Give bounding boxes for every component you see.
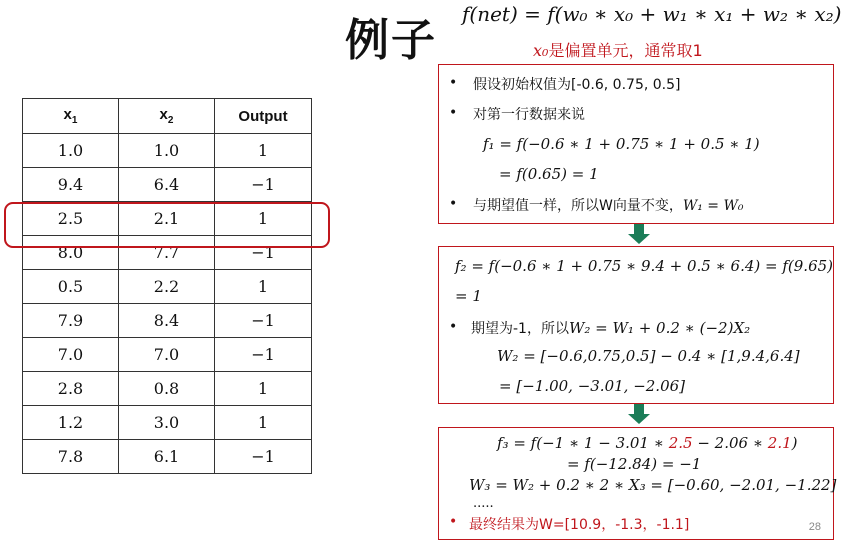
w2-update-rule: W₂ = W₁ + 0.2 ∗ (−2)X₂ [568,319,751,337]
f2-equation: f₂ = f(−0.6 ∗ 1 + 0.75 ∗ 9.4 + 0.5 ∗ 6.4) = f(9.65) [455,257,834,275]
final-result-text: 最终结果为W=[10.9，-1.3，-1.1] [469,517,690,533]
cell-x2: 6.4 [119,168,215,202]
bullet-dot: • [449,514,458,530]
f3-part-a: f₃ = f(−1 ∗ 1 − 3.01 ∗ [497,434,669,452]
cell-x1: 9.4 [23,168,119,202]
table-row [23,440,312,474]
cell-x1: 2.8 [23,372,119,406]
bullet-dot: • [449,75,458,91]
cell-output: 1 [215,372,312,406]
table-row [23,134,312,168]
cell-output: −1 [215,338,312,372]
header-x2: $x_2$ [119,99,215,134]
cell-x2: 7.7 [119,236,215,270]
header-output: Output [215,99,312,134]
cell-x2: 7.0 [119,338,215,372]
cell-output: −1 [215,304,312,338]
f3-part-c: ) [791,434,798,452]
cell-x1: 7.8 [23,440,119,474]
cell-x2: 3.0 [119,406,215,440]
unchanged-weights-text [473,195,743,215]
table-row [23,304,312,338]
cell-x2: 2.2 [119,270,215,304]
table-row [23,270,312,304]
cell-output: 1 [215,134,312,168]
cell-output: 1 [215,270,312,304]
cell-x2: 0.8 [119,372,215,406]
expected-minus-one-text [471,318,750,338]
w2-computation: W₂ = [−0.6,0.75,0.5] − 0.4 ∗ [1,9.4,6.4] [497,347,800,365]
bias-note [533,38,703,61]
page-title: 例子 [345,15,437,66]
cell-output: 1 [215,202,312,236]
f1-result: = f(0.65) = 1 [499,165,599,183]
cell-output: 1 [215,406,312,440]
f3-equation [497,434,798,452]
cell-x2: 6.1 [119,440,215,474]
header-formula: f(net) = f(w₀ ∗ x₀ + w₁ ∗ x₁ + w₂ ∗ x₂) [462,2,842,26]
bullet-dot: • [449,105,458,121]
bias-note-var: x₀ [533,41,549,60]
cell-output: −1 [215,236,312,270]
highlighted-row-outline [4,202,330,248]
cell-x1: 0.5 [23,270,119,304]
cell-x2: 2.1 [119,202,215,236]
f3-part-b: − 2.06 ∗ [692,434,768,452]
down-arrow-icon [628,404,650,424]
f3-x2-value: 2.1 [767,434,792,452]
bullet-dot: • [449,196,458,212]
f3-x1-value: 2.5 [668,434,693,452]
cell-x1: 1.2 [23,406,119,440]
table-row [23,338,312,372]
initial-weights-text: 假设初始权值为[-0.6, 0.75, 0.5] [473,77,681,93]
step3-box [438,427,837,540]
unchanged-weights-label: 与期望值一样，所以W向量不变， [473,198,683,214]
cell-output: −1 [215,440,312,474]
table-row [23,168,312,202]
f2-result: = 1 [455,287,482,305]
down-arrow-icon [628,224,650,244]
cell-output: −1 [215,168,312,202]
expected-label: 期望为-1，所以 [471,321,569,337]
table-header-row [23,99,312,134]
table-row [23,406,312,440]
cell-x1: 8.0 [23,236,119,270]
f1-equation: f₁ = f(−0.6 ∗ 1 + 0.75 ∗ 1 + 0.5 ∗ 1) [483,135,760,153]
header-x1: $x_1$ [23,99,119,134]
cell-x1: 7.9 [23,304,119,338]
table-row [23,372,312,406]
cell-x1: 7.0 [23,338,119,372]
cell-x2: 1.0 [119,134,215,168]
page-number: 28 [808,521,821,533]
first-row-text: 对第一行数据来说 [473,107,585,123]
ellipsis: ..... [473,496,494,511]
w3-equation: W₃ = W₂ + 0.2 ∗ 2 ∗ X₃ = [−0.60, −2.01, −1.22] [469,476,837,494]
cell-x2: 8.4 [119,304,215,338]
step1-box [438,64,834,224]
cell-x1: 1.0 [23,134,119,168]
bias-note-text: 是偏置单元，通常取1 [548,41,703,60]
w1-equals-w0: W₁ = W₀ [682,198,744,214]
step2-box [438,246,834,404]
bullet-dot: • [449,319,458,335]
w2-result: = [−1.00, −3.01, −2.06] [499,377,686,395]
f3-result: = f(−12.84) = −1 [567,455,702,473]
data-table [22,98,312,474]
cell-x1: 2.5 [23,202,119,236]
